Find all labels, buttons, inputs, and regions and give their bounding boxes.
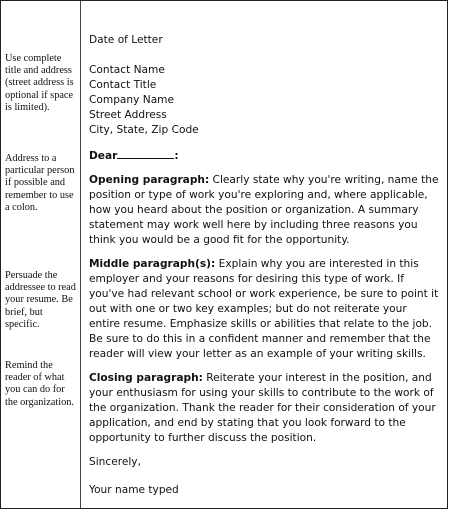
city-state-zip: City, State, Zip Code (89, 124, 199, 136)
sidebar-note-remind: Remind the reader of what you can do for the organization. (5, 360, 75, 408)
contact-title: Contact Title (89, 79, 157, 91)
opening-text: Clearly state why you're writing, name the position or type of work you're exploring and, where applicable, how you heard about the position or organization. A summary statement may work well here by including three reasons you think you would be a good fit for the opportunity. (89, 174, 439, 246)
sign-off: Sincerely, (89, 456, 141, 468)
closing-text: Reiterate your interest in the position, and your enthusiasm for using your skills to contribute to the work of the organization. Thank the reader for their consideration of your application, and end by stating that you look forward to the opportunity to further discuss the position. (89, 372, 436, 444)
sidebar-note-persuade: Persuade the addressee to read your resume. Be brief, but specific. (5, 270, 76, 330)
margin-divider (80, 1, 81, 508)
company-name: Company Name (89, 94, 175, 106)
letter-date: Date of Letter (89, 34, 163, 46)
salutation-colon: : (174, 150, 179, 162)
middle-paragraph (89, 257, 439, 362)
typed-name: Your name typed (89, 484, 179, 496)
inside-address (89, 63, 439, 138)
sidebar-note-address: Use complete title and address (street address is optional if space is limited). (5, 53, 74, 113)
closing-heading: Closing paragraph: (89, 372, 203, 384)
sidebar-note-salutation: Address to a particular person if possible and remember to use a colon. (5, 153, 75, 213)
street-address: Street Address (89, 109, 167, 121)
contact-name: Contact Name (89, 64, 165, 76)
middle-text: Explain why you are interested in this employer and your reasons for desiring this type of work. If you've had relevant school or work experience, be sure to point it out with one or two key examples; but do not reiterate your entire resume. Emphasize skills or abilities that relate to the job. Be sure to do this in a confident manner and remember that the reader will view your letter as an example of your writing skills. (89, 258, 439, 360)
middle-heading: Middle paragraph(s): (89, 258, 216, 270)
closing-paragraph (89, 371, 439, 446)
salutation (89, 147, 439, 164)
salutation-blank-line (117, 147, 174, 159)
opening-heading: Opening paragraph: (89, 174, 210, 186)
salutation-word: Dear (89, 150, 118, 162)
opening-paragraph (89, 173, 439, 248)
